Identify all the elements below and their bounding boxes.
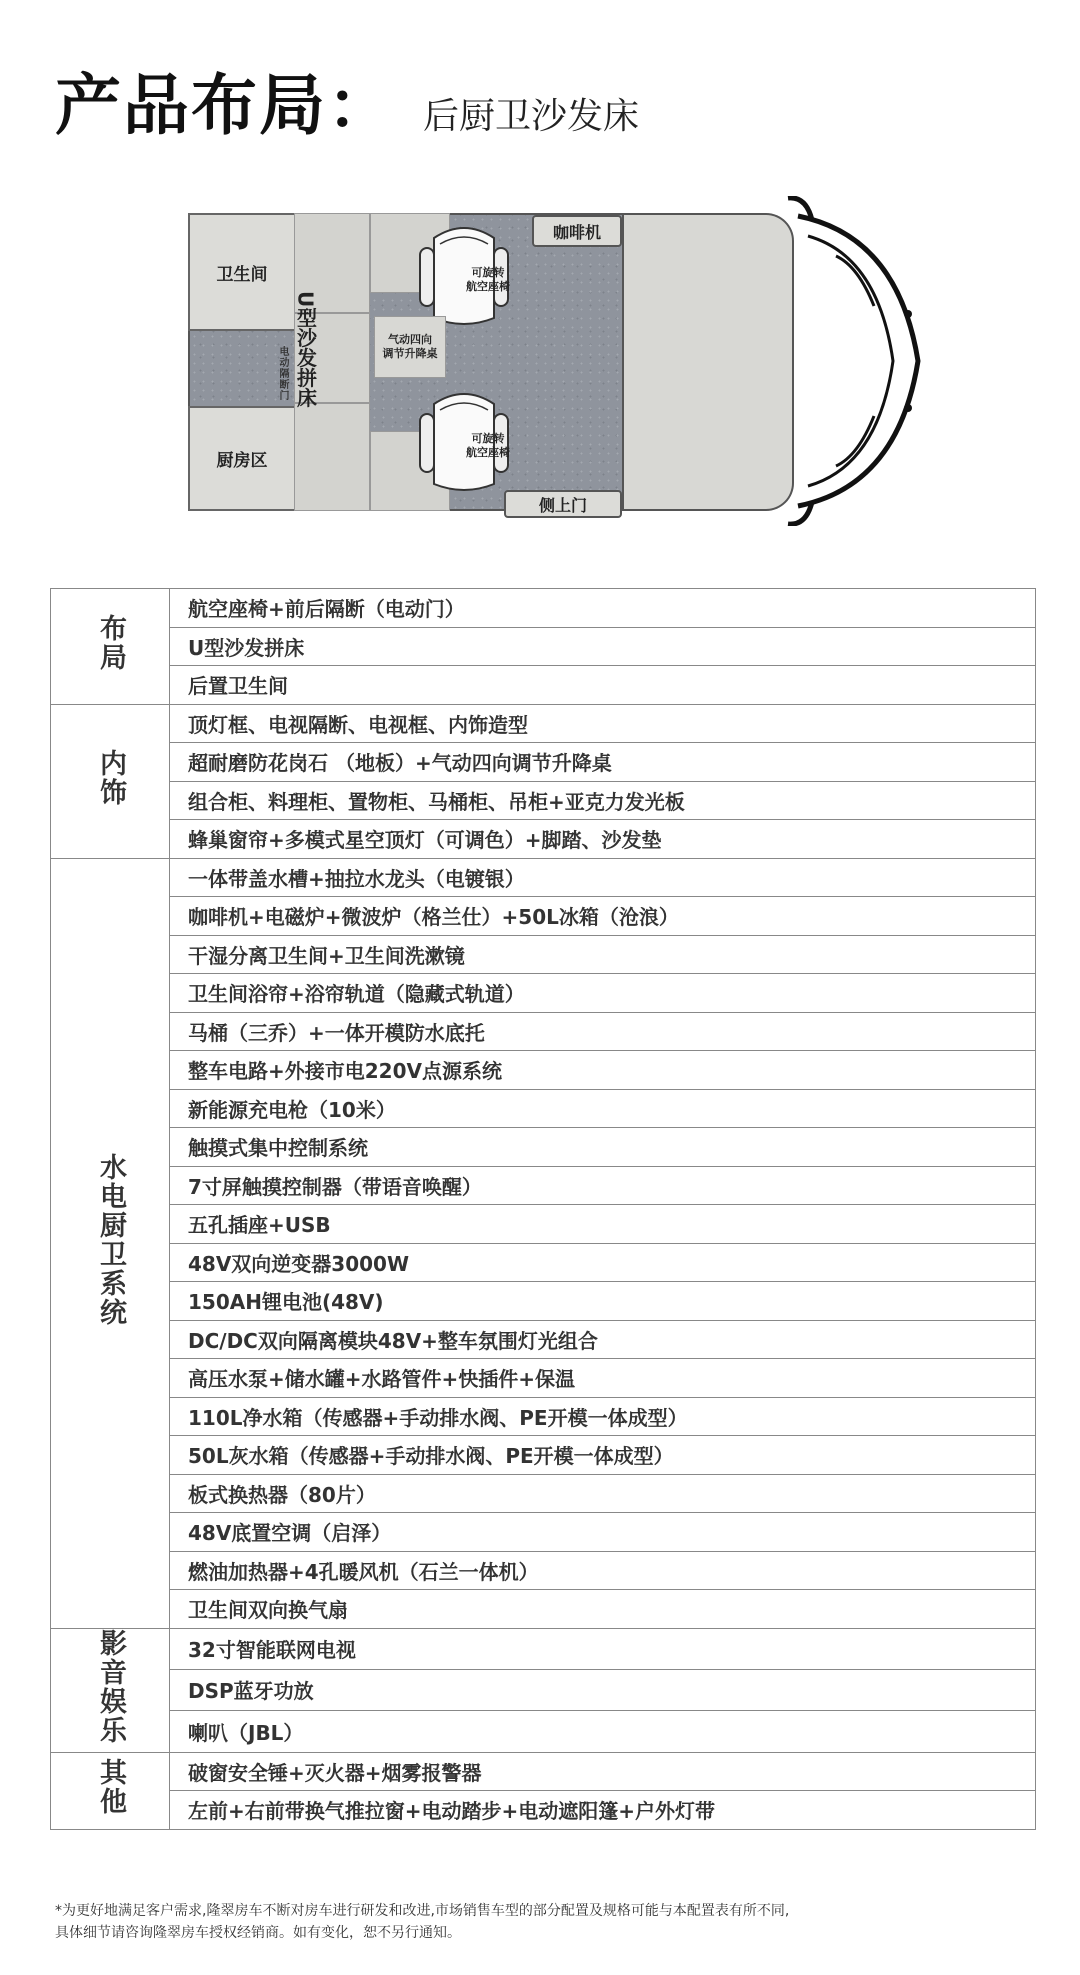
page-title: 产品布局： — [55, 67, 395, 144]
table-row — [51, 589, 1036, 628]
truck-front-outline — [748, 196, 948, 526]
table-row — [51, 1128, 1036, 1167]
spec-item: 航空座椅+前后隔断（电动门） — [170, 589, 1036, 628]
table-row — [51, 1752, 1036, 1791]
coffee-machine-tag: 咖啡机 — [532, 215, 622, 247]
spec-item: 卫生间双向换气扇 — [170, 1590, 1036, 1629]
category-cell — [51, 1752, 170, 1829]
spec-item: 110L净水箱（传感器+手动排水阀、PE开模一体成型） — [170, 1397, 1036, 1436]
spec-item: 马桶（三乔）+一体开模防水底托 — [170, 1012, 1036, 1051]
table-row — [51, 1436, 1036, 1475]
table-row — [51, 1205, 1036, 1244]
table-row — [51, 820, 1036, 859]
category-label: 其他 — [95, 1758, 126, 1816]
table-row — [51, 743, 1036, 782]
spec-item: 后置卫生间 — [170, 666, 1036, 705]
table-row — [51, 1243, 1036, 1282]
category-cell — [51, 1628, 170, 1752]
spec-item: 7寸屏触摸控制器（带语音唤醒） — [170, 1166, 1036, 1205]
table-row — [51, 1089, 1036, 1128]
spec-item: 顶灯框、电视隔断、电视框、内饰造型 — [170, 704, 1036, 743]
footnote — [55, 1900, 1035, 1944]
spec-item: 喇叭（JBL） — [170, 1711, 1036, 1752]
table-row — [51, 974, 1036, 1013]
spec-item: 整车电路+外接市电220V点源系统 — [170, 1051, 1036, 1090]
spec-item: 卫生间浴帘+浴帘轨道（隐藏式轨道） — [170, 974, 1036, 1013]
table-row — [51, 935, 1036, 974]
spec-item: 燃油加热器+4孔暖风机（石兰一体机） — [170, 1551, 1036, 1590]
spec-item: U型沙发拼床 — [170, 627, 1036, 666]
page-subtitle: 后厨卫沙发床 — [423, 96, 640, 137]
table-row — [51, 1397, 1036, 1436]
category-label: 影音娱乐 — [95, 1628, 126, 1745]
side-door-tag: 侧上门 — [504, 490, 622, 518]
bathroom-room — [188, 213, 296, 331]
spec-item: 左前+右前带换气推拉窗+电动踏步+电动遮阳篷+户外灯带 — [170, 1791, 1036, 1830]
table-row — [51, 1282, 1036, 1321]
spec-item: 48V双向逆变器3000W — [170, 1243, 1036, 1282]
category-cell — [51, 858, 170, 1628]
spec-item: DC/DC双向隔离模块48V+整车氛围灯光组合 — [170, 1320, 1036, 1359]
spec-item: 破窗安全锤+灭火器+烟雾报警器 — [170, 1752, 1036, 1791]
spec-item: 150AH锂电池(48V) — [170, 1282, 1036, 1321]
spec-item: 触摸式集中控制系统 — [170, 1128, 1036, 1167]
spec-item: DSP蓝牙功放 — [170, 1669, 1036, 1710]
kitchen-label: 厨房区 — [216, 451, 268, 471]
category-label: 水电厨卫系统 — [95, 1152, 126, 1327]
category-label: 布局 — [95, 613, 126, 672]
footnote-line: 具体细节请咨询隆翠房车授权经销商。如有变化，恕不另行通知。 — [55, 1925, 461, 1941]
table-row — [51, 1551, 1036, 1590]
spec-item: 干湿分离卫生间+卫生间洗漱镜 — [170, 935, 1036, 974]
spec-table — [50, 588, 1036, 1830]
swivel-seat-bottom — [406, 384, 522, 502]
seat-bottom-label: 可旋转 航空座椅 — [466, 432, 510, 459]
table-row — [51, 781, 1036, 820]
table-row — [51, 1320, 1036, 1359]
floor-plan — [188, 196, 948, 526]
spec-item: 48V底置空调（启泽） — [170, 1513, 1036, 1552]
sofa-bed-label: U型沙发拼床 — [293, 290, 318, 408]
table-row — [51, 1166, 1036, 1205]
table-row — [51, 627, 1036, 666]
table-row — [51, 858, 1036, 897]
table-row — [51, 1359, 1036, 1398]
kitchen-room — [188, 406, 296, 511]
spec-item: 五孔插座+USB — [170, 1205, 1036, 1244]
table-row — [51, 1513, 1036, 1552]
table-row — [51, 666, 1036, 705]
category-cell — [51, 704, 170, 858]
spec-item: 组合柜、料理柜、置物柜、马桶柜、吊柜+亚克力发光板 — [170, 781, 1036, 820]
table-row — [51, 897, 1036, 936]
bathroom-label: 卫生间 — [216, 264, 268, 285]
lift-table: 气动四向 调节升降桌 — [374, 316, 446, 378]
seat-top-label: 可旋转 航空座椅 — [466, 266, 510, 293]
table-row — [51, 704, 1036, 743]
footnote-line: *为更好地满足客户需求,隆翠房车不断对房车进行研发和改进,市场销售车型的部分配置及规格可能与本配置表有所不同, — [55, 1903, 790, 1919]
table-row — [51, 1051, 1036, 1090]
spec-item: 32寸智能联网电视 — [170, 1628, 1036, 1669]
spec-item: 超耐磨防花岗石 （地板）+气动四向调节升降桌 — [170, 743, 1036, 782]
spec-item: 咖啡机+电磁炉+微波炉（格兰仕）+50L冰箱（沧浪） — [170, 897, 1036, 936]
table-row — [51, 1012, 1036, 1051]
spec-item: 板式换热器（80片） — [170, 1474, 1036, 1513]
spec-item: 50L灰水箱（传感器+手动排水阀、PE开模一体成型） — [170, 1436, 1036, 1475]
table-row — [51, 1590, 1036, 1629]
table-row — [51, 1711, 1036, 1752]
category-cell — [51, 589, 170, 705]
spec-item: 蜂巢窗帘+多模式星空顶灯（可调色）+脚踏、沙发垫 — [170, 820, 1036, 859]
category-label: 内饰 — [95, 748, 126, 807]
page-header — [55, 52, 639, 147]
electric-door-label: 电动隔断门 — [277, 346, 288, 401]
spec-item: 高压水泵+储水罐+水路管件+快插件+保温 — [170, 1359, 1036, 1398]
table-row — [51, 1628, 1036, 1669]
spec-item: 一体带盖水槽+抽拉水龙头（电镀银） — [170, 858, 1036, 897]
spec-item: 新能源充电枪（10米） — [170, 1089, 1036, 1128]
table-row — [51, 1791, 1036, 1830]
table-row — [51, 1669, 1036, 1710]
table-row — [51, 1474, 1036, 1513]
